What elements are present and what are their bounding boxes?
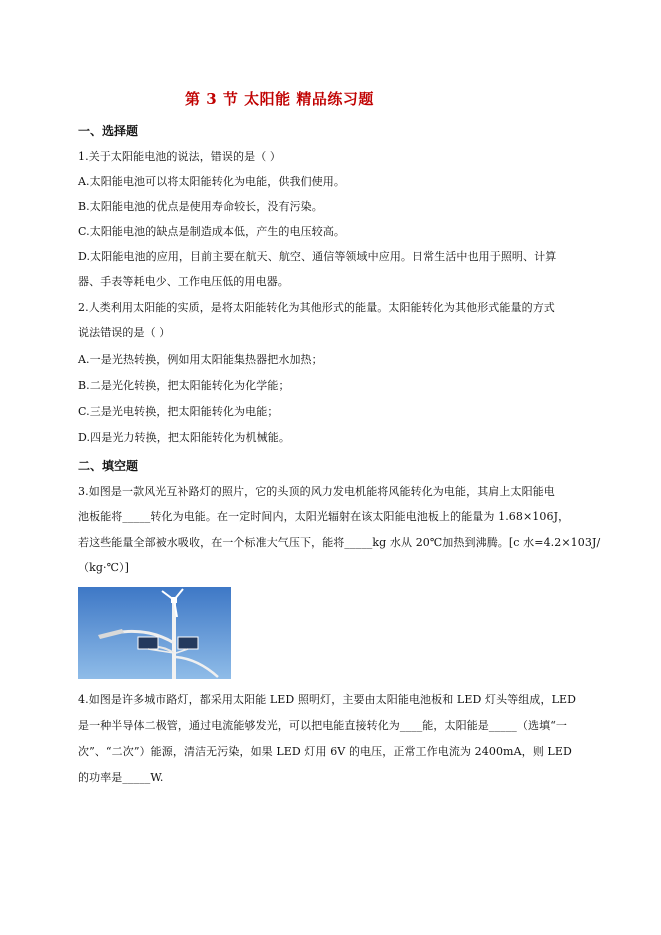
- q3-line2: 池板能将_____转化为电能。在一定时间内，太阳光辐射在该太阳能电池板上的能量为 1.68×106J，: [78, 510, 570, 523]
- q4-line3: 次”、“二次”）能源，清洁无污染，如果 LED 灯用 6V 的电压，正常工作电流为 2400mA，则 LED: [78, 745, 572, 758]
- q4-line1: 4.如图是许多城市路灯，都采用太阳能 LED 照明灯，主要由太阳能电池板和 LED 灯头等组成，LED: [78, 693, 577, 706]
- section-heading-choice: 一、选择题: [78, 124, 139, 138]
- q4-line4: 的功率是_____W.: [78, 771, 164, 784]
- q1-option-c: C.太阳能电池的缺点是制造成本低，产生的电压较高。: [78, 225, 346, 238]
- q1-option-a: A.太阳能电池可以将太阳能转化为电能，供我们使用。: [78, 175, 345, 188]
- q1-option-b: B.太阳能电池的优点是使用寿命较长，没有污染。: [78, 200, 323, 213]
- q2-stem-line2: 说法错误的是（ ）: [78, 326, 171, 339]
- q1-option-d-line2: 器、手表等耗电少、工作电压低的用电器。: [78, 275, 289, 288]
- q2-option-b: B.二是光化转换，把太阳能转化为化学能；: [78, 379, 290, 392]
- q2-option-d: D.四是光力转换，把太阳能转化为机械能。: [78, 431, 290, 444]
- q2-option-c: C.三是光电转换，把太阳能转化为电能；: [78, 405, 279, 418]
- section-heading-fill: 二、填空题: [78, 459, 139, 473]
- street-lamp-photo: [78, 587, 231, 679]
- page-title: 第 3 节 太阳能 精品练习题: [185, 90, 374, 108]
- q3-line3: 若这些能量全部被水吸收，在一个标准大气压下，能将_____kg 水从 20℃加热到沸腾。[c 水=4.2×103J/: [78, 536, 601, 549]
- q3-line1: 3.如图是一款风光互补路灯的照片，它的头顶的风力发电机能将风能转化为电能，其肩上太阳能电: [78, 485, 555, 498]
- q1-option-d-line1: D.太阳能电池的应用，目前主要在航天、航空、通信等领域中应用。日常生活中也用于照明、计算: [78, 250, 557, 263]
- q2-stem-line1: 2.人类利用太阳能的实质，是将太阳能转化为其他形式的能量。太阳能转化为其他形式能量的方式: [78, 301, 555, 314]
- q2-option-a: A.一是光热转换，例如用太阳能集热器把水加热；: [78, 353, 323, 366]
- q1-stem: 1.关于太阳能电池的说法，错误的是（ ）: [78, 150, 281, 163]
- q3-line4: （kg·℃）]: [78, 561, 130, 574]
- q4-line2: 是一种半导体二极管，通过电流能够发光，可以把电能直接转化为____能，太阳能是_____（选填“一: [78, 719, 568, 732]
